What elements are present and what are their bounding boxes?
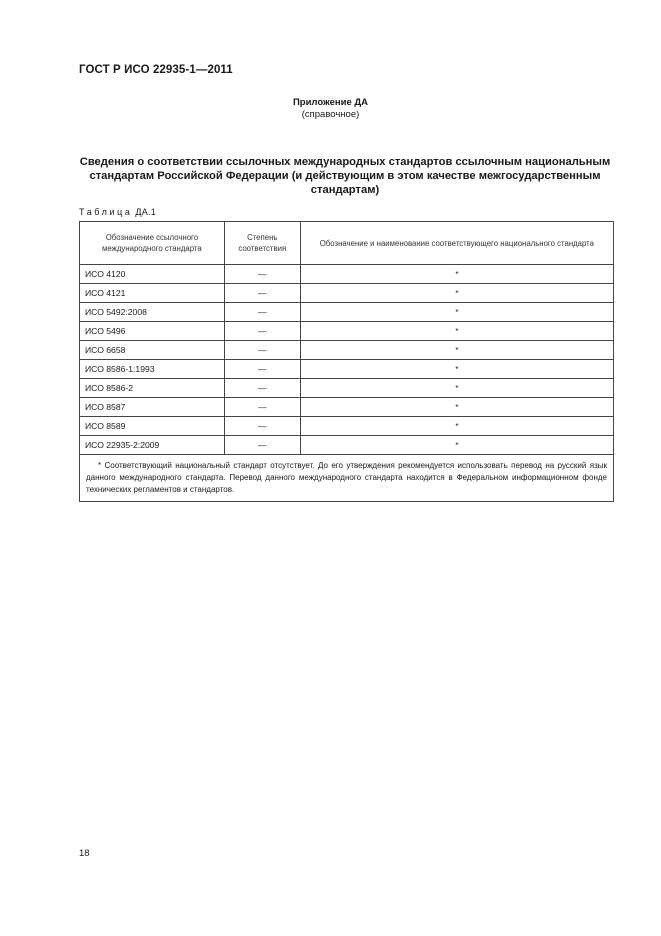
- footnote-row: [80, 455, 614, 502]
- cell-degree: —: [224, 360, 300, 379]
- cell-international-standard: ИСО 4121: [80, 284, 225, 303]
- cell-national-standard: *: [300, 398, 613, 417]
- cell-international-standard: ИСО 5492:2008: [80, 303, 225, 322]
- table-row: [80, 417, 614, 436]
- table-caption-number: ДА.1: [135, 207, 157, 217]
- cell-degree: —: [224, 417, 300, 436]
- cell-degree: —: [224, 284, 300, 303]
- page-number: 18: [79, 848, 90, 859]
- document-header: ГОСТ Р ИСО 22935-1—2011: [79, 64, 233, 76]
- cell-international-standard: ИСО 6658: [80, 341, 225, 360]
- cell-national-standard: *: [300, 322, 613, 341]
- cell-national-standard: *: [300, 341, 613, 360]
- cell-national-standard: *: [300, 360, 613, 379]
- table-row: [80, 303, 614, 322]
- column-header-national: Обозначение и наименование соответствующего национального стандарта: [300, 222, 613, 265]
- cell-international-standard: ИСО 4120: [80, 265, 225, 284]
- cell-national-standard: *: [300, 265, 613, 284]
- section-title: Сведения о соответствии ссылочных международных стандартов ссылочным национальным стандартам Российской Федерации (и действующим в этом качестве межгосударственным стандартам): [79, 156, 611, 196]
- cell-national-standard: *: [300, 379, 613, 398]
- table-row: [80, 436, 614, 455]
- table-row: [80, 341, 614, 360]
- cell-degree: —: [224, 379, 300, 398]
- column-header-degree: Степень соответствия: [224, 222, 300, 265]
- cell-degree: —: [224, 398, 300, 417]
- table-row: [80, 379, 614, 398]
- cell-international-standard: ИСО 8586-1:1993: [80, 360, 225, 379]
- cell-national-standard: *: [300, 436, 613, 455]
- footnote-text: * Соответствующий национальный стандарт отсутствует. До его утверждения рекомендуется использовать перевод на русский язык данного международного стандарта. Перевод данного международного стандарта находится в Федеральном информационном фонде технических регламентов и стандартов.: [86, 461, 607, 494]
- table-row: [80, 265, 614, 284]
- table-row: [80, 322, 614, 341]
- table-footnote: [80, 455, 614, 502]
- cell-degree: —: [224, 436, 300, 455]
- cell-international-standard: ИСО 22935-2:2009: [80, 436, 225, 455]
- table-caption-word: Таблица: [79, 207, 133, 217]
- cell-national-standard: *: [300, 303, 613, 322]
- appendix-heading: [0, 97, 661, 121]
- appendix-title: Приложение ДА: [292, 97, 369, 108]
- cell-international-standard: ИСО 5496: [80, 322, 225, 341]
- table-caption: [79, 207, 156, 217]
- cell-degree: —: [224, 265, 300, 284]
- table-body: [80, 265, 614, 455]
- table-row: [80, 360, 614, 379]
- cell-international-standard: ИСО 8587: [80, 398, 225, 417]
- cell-international-standard: ИСО 8586-2: [80, 379, 225, 398]
- table-row: [80, 398, 614, 417]
- cell-national-standard: *: [300, 417, 613, 436]
- table-row: [80, 284, 614, 303]
- column-header-international: Обозначение ссылочного международного стандарта: [80, 222, 225, 265]
- cell-national-standard: *: [300, 284, 613, 303]
- appendix-subtitle: (справочное): [301, 109, 360, 120]
- table-header-row: [80, 222, 614, 265]
- cell-degree: —: [224, 303, 300, 322]
- cell-degree: —: [224, 341, 300, 360]
- cell-international-standard: ИСО 8589: [80, 417, 225, 436]
- standards-table: [79, 221, 614, 502]
- cell-degree: —: [224, 322, 300, 341]
